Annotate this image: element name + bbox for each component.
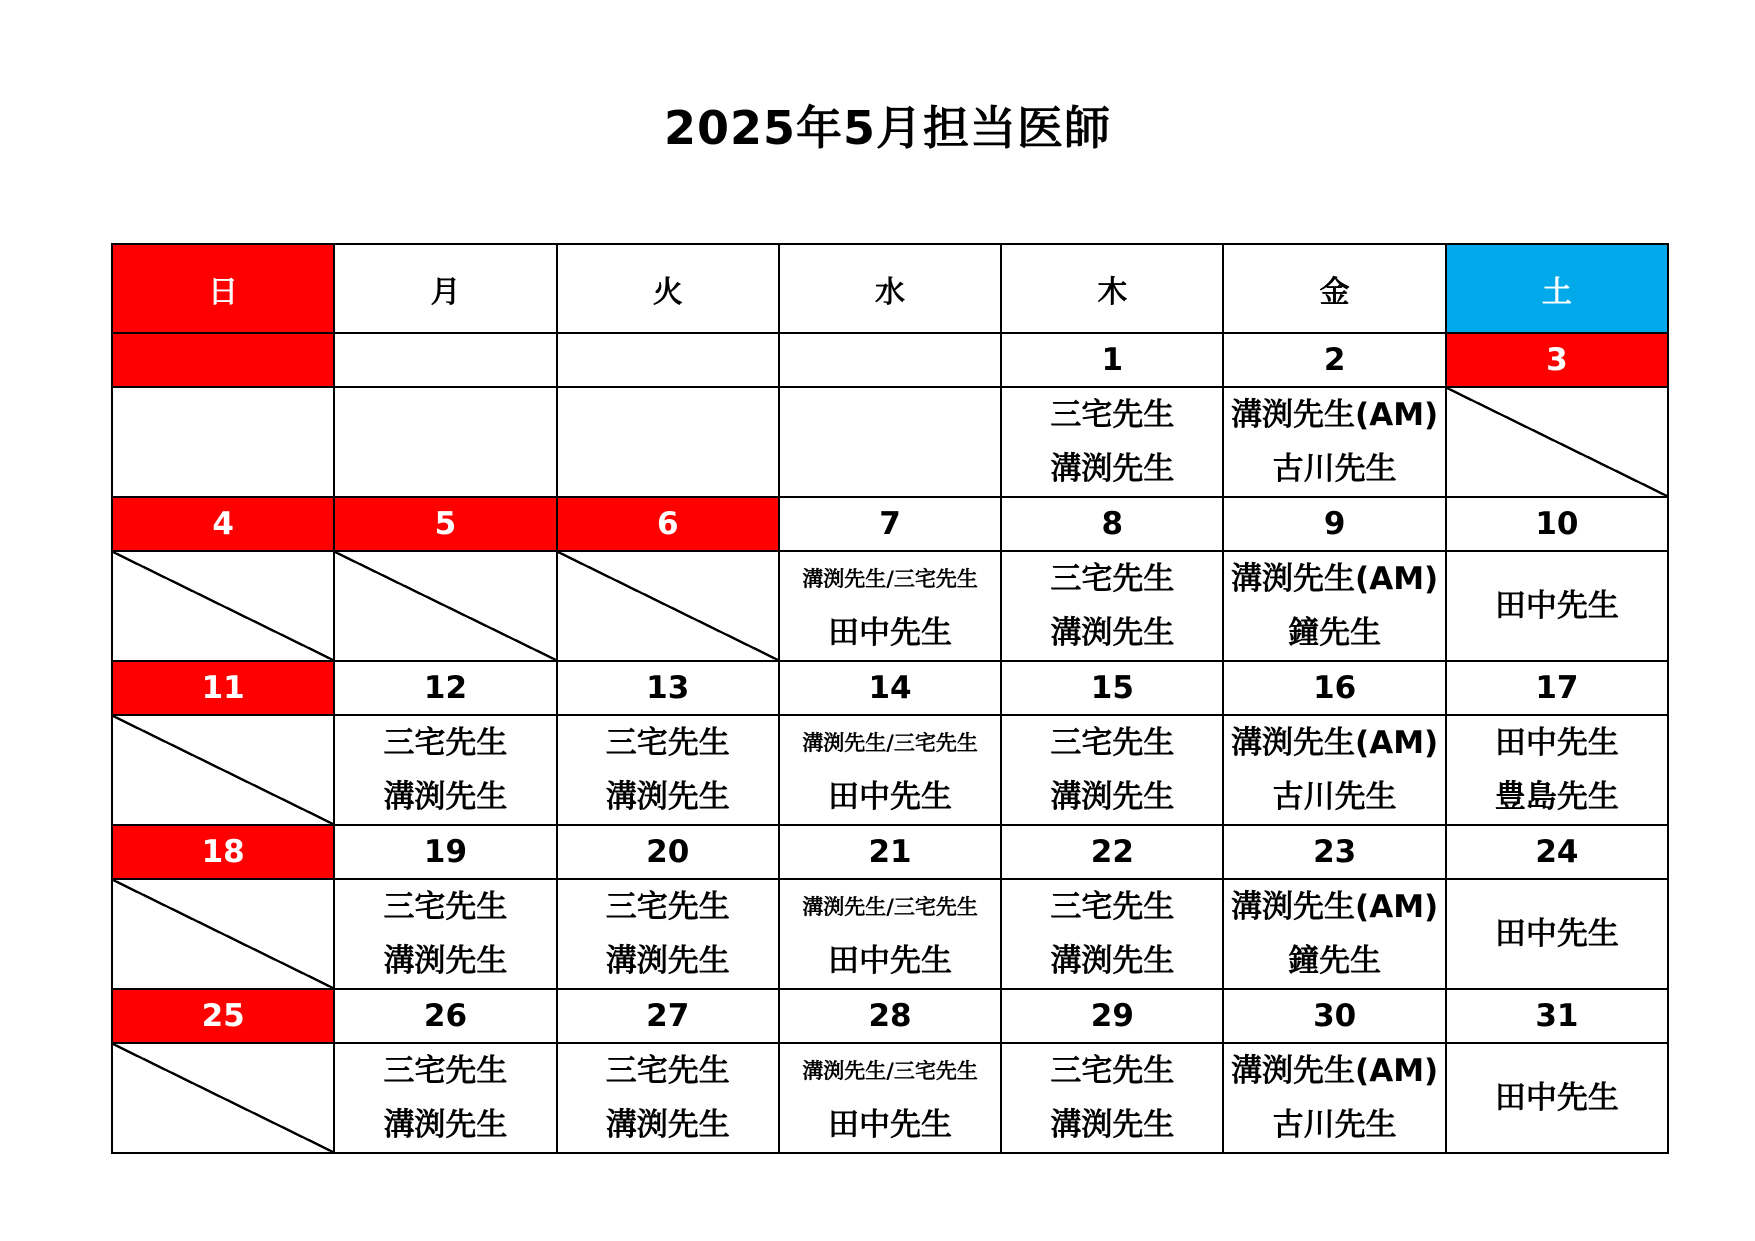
date-cell: 20: [557, 825, 779, 879]
doctor-name: 田中先生: [828, 615, 953, 651]
weekday-tuesday: 火: [557, 244, 779, 333]
date-cell: 17: [1446, 661, 1668, 715]
doctor-row: [112, 551, 1668, 661]
closed-cell: [112, 879, 334, 989]
date-cell: 15: [1001, 661, 1223, 715]
date-cell: 22: [1001, 825, 1223, 879]
doctor-name: 溝渕先生: [1050, 943, 1175, 979]
closed-cell: [112, 715, 334, 825]
date-cell: 24: [1446, 825, 1668, 879]
doctor-cell: [557, 715, 779, 825]
doctor-cell: [1446, 551, 1668, 661]
doctor-cell: [334, 715, 556, 825]
doctor-name: 溝渕先生(AM): [1231, 561, 1439, 597]
doctor-cell: [1001, 387, 1223, 497]
doctor-name: 溝渕先生: [1050, 451, 1175, 487]
date-cell: 26: [334, 989, 556, 1043]
doctor-name: 田中先生: [1494, 725, 1619, 761]
page-title: 2025年5月担当医師: [663, 101, 1112, 155]
date-cell: 14: [779, 661, 1001, 715]
date-cell: 4: [112, 497, 334, 551]
doctor-name: 田中先生: [1494, 1080, 1619, 1116]
doctor-cell: [334, 387, 556, 497]
doctor-name: 溝渕先生/三宅先生: [802, 567, 978, 591]
doctor-name: 三宅先生: [1050, 561, 1175, 597]
closed-cell: [334, 551, 556, 661]
date-cell: 28: [779, 989, 1001, 1043]
doctor-name: 三宅先生: [605, 1053, 730, 1089]
doctor-cell: [1446, 879, 1668, 989]
doctor-name: 溝渕先生: [383, 1107, 508, 1143]
doctor-cell: [112, 387, 334, 497]
date-cell: 30: [1223, 989, 1445, 1043]
doctor-name: 溝渕先生: [605, 943, 730, 979]
doctor-cell: [1223, 387, 1445, 497]
doctor-name: 三宅先生: [383, 889, 508, 925]
date-cell: 18: [112, 825, 334, 879]
weekday-wednesday: 水: [779, 244, 1001, 333]
doctor-name: 溝渕先生(AM): [1231, 397, 1439, 433]
date-row: [112, 333, 1668, 387]
date-row: [112, 825, 1668, 879]
doctor-name: 溝渕先生: [383, 943, 508, 979]
date-cell: 23: [1223, 825, 1445, 879]
doctor-cell: [1001, 551, 1223, 661]
doctor-cell: [779, 387, 1001, 497]
doctor-cell: [1446, 715, 1668, 825]
doctor-name: 豊島先生: [1494, 779, 1619, 815]
doctor-row: [112, 715, 1668, 825]
doctor-cell: [779, 1043, 1001, 1153]
doctor-name: 古川先生: [1272, 779, 1397, 815]
doctor-name: 溝渕先生: [605, 779, 730, 815]
date-cell: [557, 333, 779, 387]
doctor-name: 溝渕先生: [1050, 1107, 1175, 1143]
date-cell: 9: [1223, 497, 1445, 551]
date-row: [112, 661, 1668, 715]
date-cell: 25: [112, 989, 334, 1043]
doctor-name: 田中先生: [828, 1107, 953, 1143]
date-cell: 1: [1001, 333, 1223, 387]
weekday-thursday: 木: [1001, 244, 1223, 333]
doctor-cell: [557, 879, 779, 989]
doctor-cell: [334, 1043, 556, 1153]
doctor-cell: [1001, 715, 1223, 825]
weekday-sunday: 日: [112, 244, 334, 333]
doctor-cell: [557, 1043, 779, 1153]
doctor-cell: [1223, 1043, 1445, 1153]
doctor-name: 鐘先生: [1288, 615, 1382, 651]
doctor-name: 三宅先生: [1050, 397, 1175, 433]
doctor-name: 溝渕先生: [1050, 615, 1175, 651]
doctor-row: [112, 387, 1668, 497]
date-cell: 11: [112, 661, 334, 715]
date-cell: 21: [779, 825, 1001, 879]
weekday-header-row: [112, 244, 1668, 333]
doctor-name: 溝渕先生: [605, 1107, 730, 1143]
closed-cell: [557, 551, 779, 661]
doctor-name: 古川先生: [1272, 451, 1397, 487]
doctor-row: [112, 879, 1668, 989]
date-cell: 31: [1446, 989, 1668, 1043]
doctor-name: 溝渕先生(AM): [1231, 725, 1439, 761]
weekday-monday: 月: [334, 244, 556, 333]
date-cell: 7: [779, 497, 1001, 551]
closed-cell: [1446, 387, 1668, 497]
doctor-name: 溝渕先生: [383, 779, 508, 815]
date-cell: 6: [557, 497, 779, 551]
date-cell: 27: [557, 989, 779, 1043]
doctor-name: 溝渕先生/三宅先生: [802, 731, 978, 755]
date-cell: 10: [1446, 497, 1668, 551]
date-cell: [334, 333, 556, 387]
doctor-name: 田中先生: [828, 943, 953, 979]
date-row: [112, 497, 1668, 551]
date-cell: 2: [1223, 333, 1445, 387]
doctor-name: 溝渕先生: [1050, 779, 1175, 815]
doctor-name: 三宅先生: [383, 725, 508, 761]
doctor-name: 三宅先生: [605, 725, 730, 761]
date-row: [112, 989, 1668, 1043]
date-cell: 13: [557, 661, 779, 715]
date-cell: 5: [334, 497, 556, 551]
date-cell: 8: [1001, 497, 1223, 551]
date-cell: 3: [1446, 333, 1668, 387]
doctor-name: 三宅先生: [1050, 1053, 1175, 1089]
doctor-cell: [1223, 551, 1445, 661]
weekday-friday: 金: [1223, 244, 1445, 333]
doctor-cell: [557, 387, 779, 497]
doctor-schedule-calendar: [111, 243, 1669, 1154]
date-cell: [779, 333, 1001, 387]
doctor-row: [112, 1043, 1668, 1153]
date-cell: 16: [1223, 661, 1445, 715]
date-cell: 29: [1001, 989, 1223, 1043]
doctor-cell: [779, 715, 1001, 825]
weekday-saturday: 土: [1446, 244, 1668, 333]
doctor-cell: [1223, 715, 1445, 825]
doctor-cell: [1001, 879, 1223, 989]
doctor-cell: [1223, 879, 1445, 989]
date-cell: 12: [334, 661, 556, 715]
doctor-name: 溝渕先生/三宅先生: [802, 895, 978, 919]
date-cell: 19: [334, 825, 556, 879]
date-cell: [112, 333, 334, 387]
closed-cell: [112, 551, 334, 661]
doctor-cell: [334, 879, 556, 989]
doctor-cell: [1001, 1043, 1223, 1153]
calendar-body: [112, 244, 1668, 1153]
closed-cell: [112, 1043, 334, 1153]
doctor-name: 三宅先生: [605, 889, 730, 925]
doctor-cell: [779, 879, 1001, 989]
doctor-name: 溝渕先生/三宅先生: [802, 1059, 978, 1083]
doctor-name: 田中先生: [1494, 588, 1619, 624]
doctor-name: 田中先生: [828, 779, 953, 815]
doctor-name: 古川先生: [1272, 1107, 1397, 1143]
doctor-name: 三宅先生: [1050, 725, 1175, 761]
doctor-cell: [1446, 1043, 1668, 1153]
doctor-name: 三宅先生: [383, 1053, 508, 1089]
doctor-name: 溝渕先生(AM): [1231, 1053, 1439, 1089]
doctor-name: 鐘先生: [1288, 943, 1382, 979]
doctor-name: 三宅先生: [1050, 889, 1175, 925]
doctor-name: 溝渕先生(AM): [1231, 889, 1439, 925]
doctor-cell: [779, 551, 1001, 661]
doctor-name: 田中先生: [1494, 916, 1619, 952]
